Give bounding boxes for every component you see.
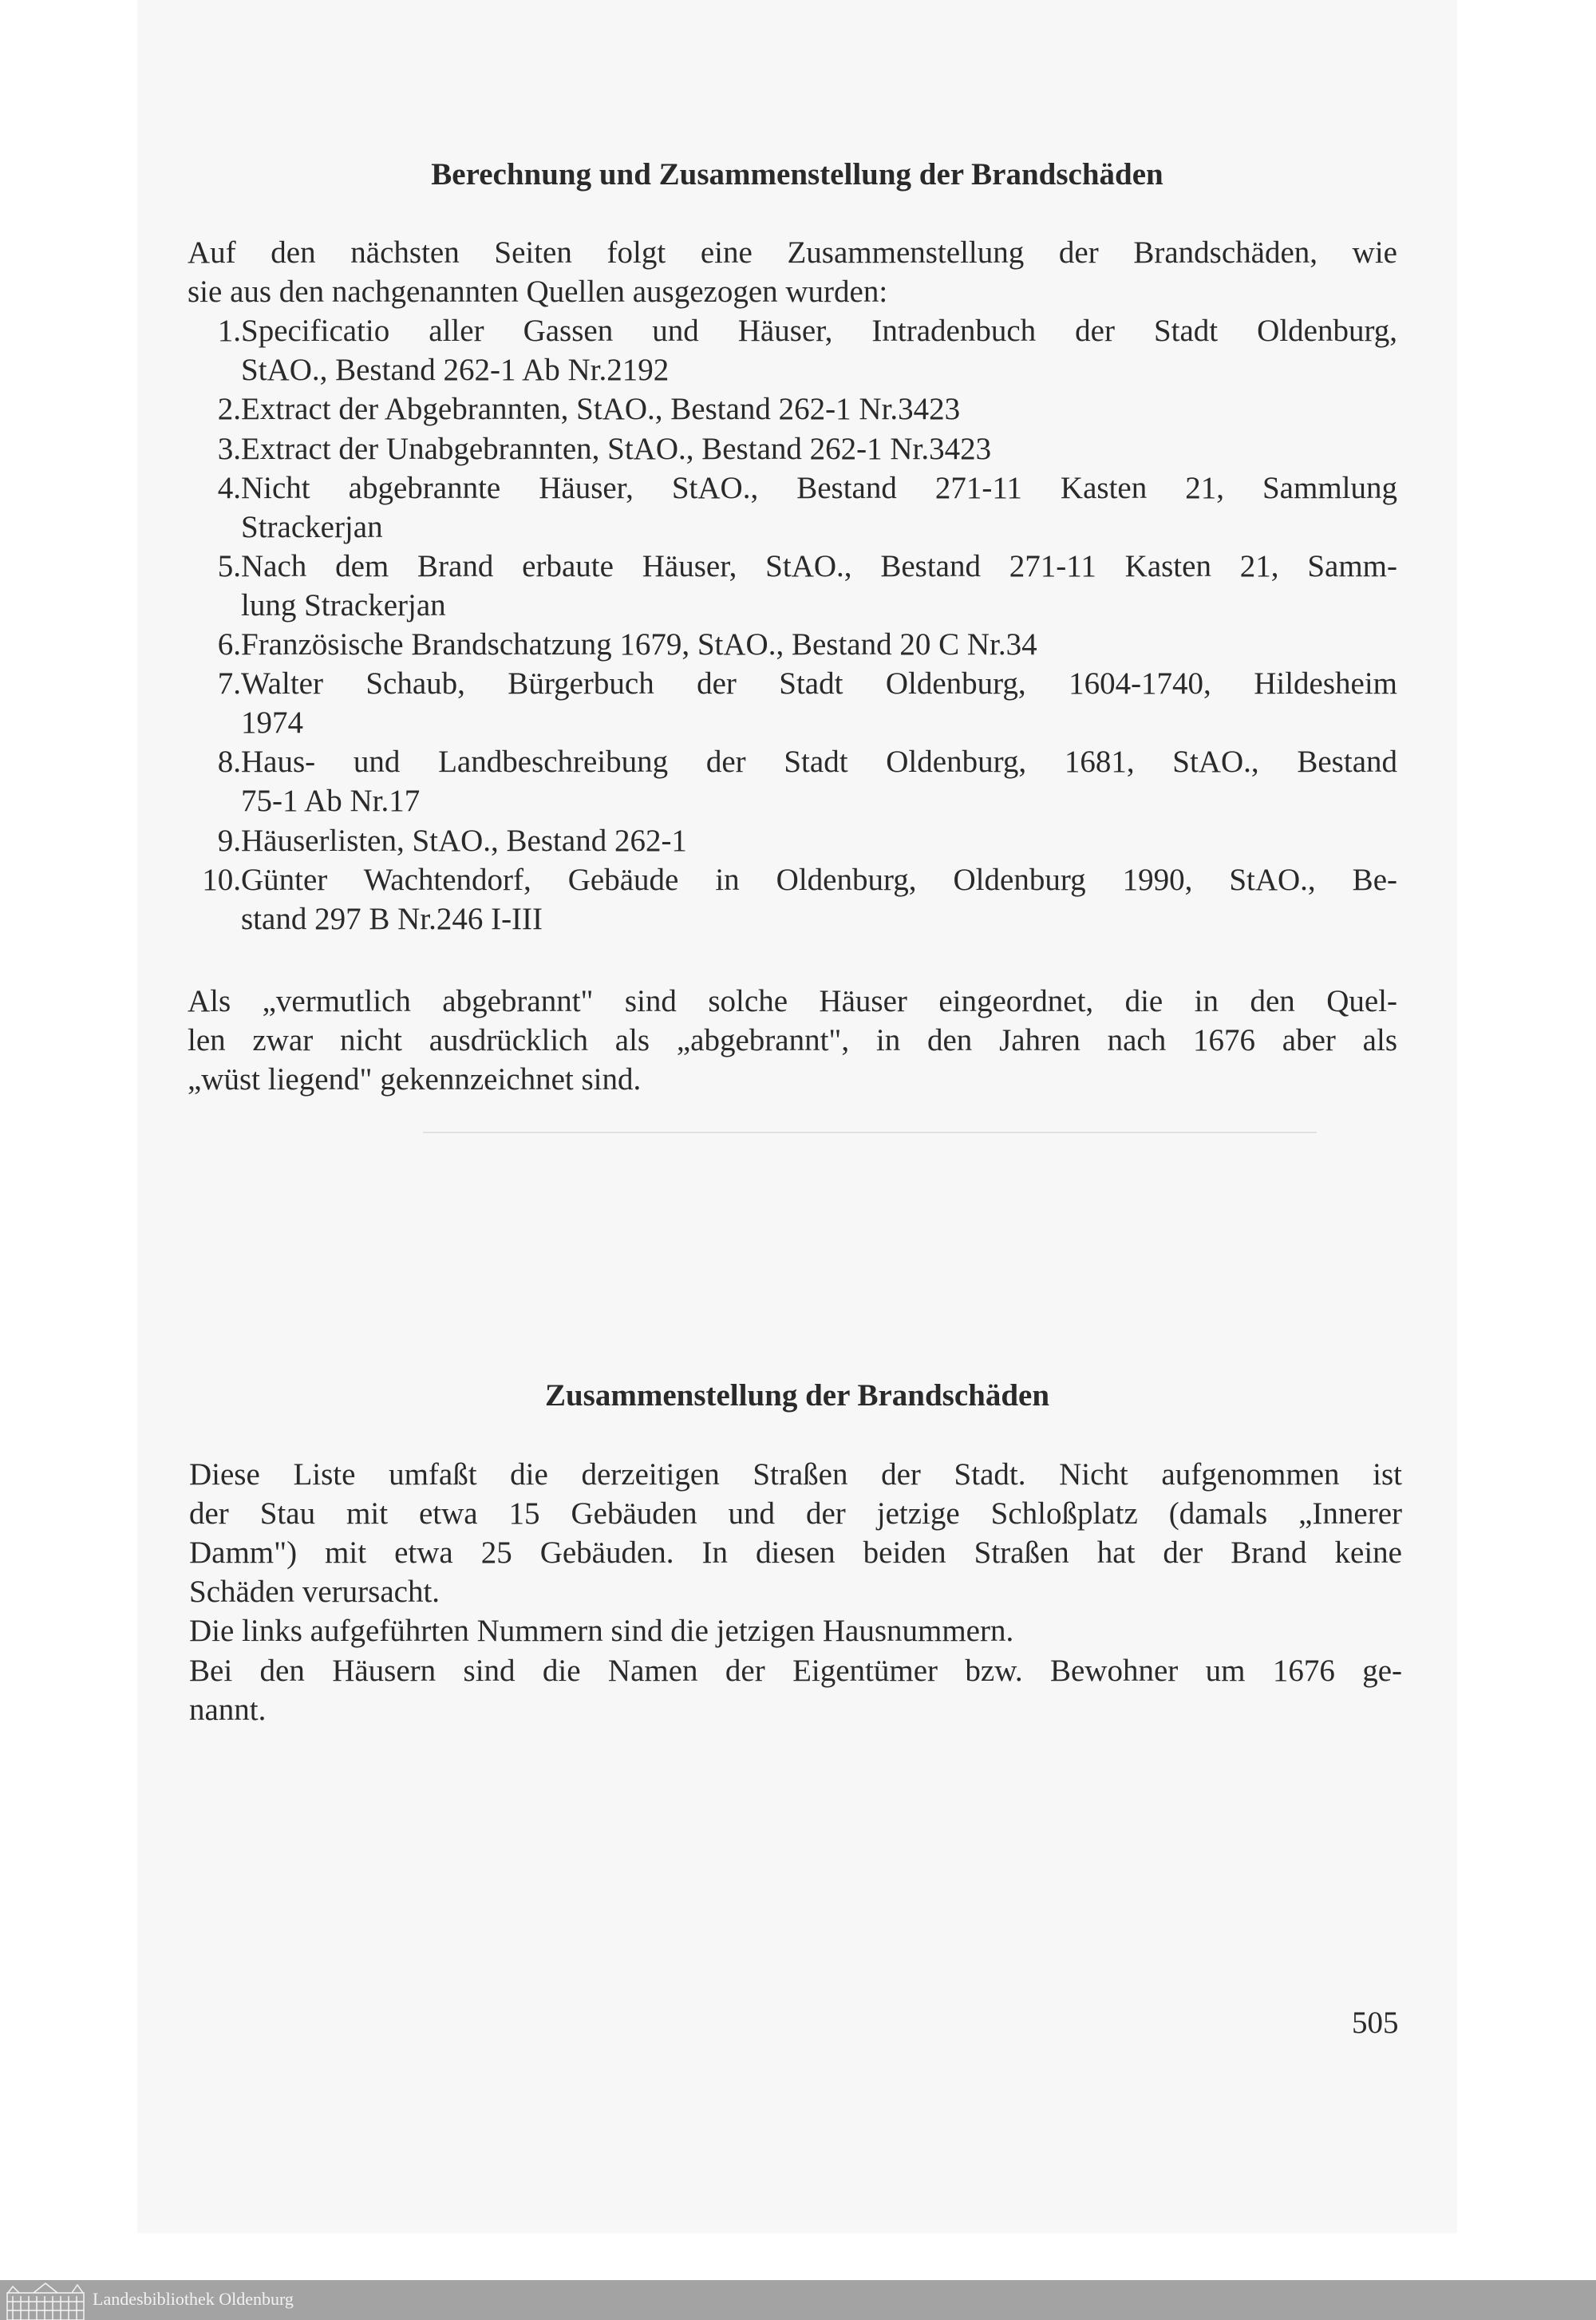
source-item-line: Nicht abgebrannte Häuser, StAO., Bestand 271-11 Kasten 21, Sammlung (241, 470, 1397, 505)
list-description-line: nannt. (189, 1692, 267, 1727)
divider (423, 1132, 1317, 1133)
source-item-line: Strackerjan (241, 509, 383, 544)
library-name: Landesbibliothek Oldenburg (93, 2289, 294, 2309)
source-item-line: Häuserlisten, StAO., Bestand 262-1 (241, 823, 687, 858)
source-number: 4. (217, 470, 241, 505)
list-description-line: Diese Liste umfaßt die derzeitigen Straßen der Stadt. Nicht aufgenommen ist (189, 1457, 1402, 1492)
note-line: Als „vermutlich abgebrannt" sind solche Häuser eingeordnet, die in den Quel- (188, 984, 1397, 1018)
footer-bar (0, 2280, 1596, 2320)
source-item-line: Günter Wachtendorf, Gebäude in Oldenburg, Oldenburg 1990, StAO., Be- (241, 862, 1397, 897)
source-item-line: Walter Schaub, Bürgerbuch der Stadt Oldenburg, 1604-1740, Hildesheim (241, 666, 1397, 702)
source-item-line: StAO., Bestand 262-1 Ab Nr.2192 (241, 353, 670, 388)
source-item-line: lung Strackerjan (241, 587, 446, 622)
source-item-line: Extract der Abgebrannten, StAO., Bestand 262-1 Nr.3423 (241, 392, 961, 427)
source-number: 6. (217, 627, 241, 662)
list-description-line: Bei den Häusern sind die Namen der Eigentümer bzw. Bewohner um 1676 ge- (189, 1653, 1402, 1688)
source-item-line: stand 297 B Nr.246 I-III (241, 901, 543, 936)
source-item-line: 75-1 Ab Nr.17 (241, 784, 421, 819)
section-heading: Berechnung und Zusammenstellung der Brandschäden (431, 157, 1163, 192)
source-number: 3. (217, 431, 241, 466)
source-number: 10. (202, 862, 241, 897)
source-number: 5. (217, 548, 241, 583)
source-item-line: Specificatio aller Gassen und Häuser, Intradenbuch der Stadt Oldenburg, (241, 314, 1397, 349)
list-description-line: der Stau mit etwa 15 Gebäuden und der jetzige Schloßplatz (damals „Innerer (189, 1496, 1402, 1532)
note-line: len zwar nicht ausdrücklich als „abgebrannt", in den Jahren nach 1676 aber als (188, 1023, 1397, 1058)
note-line: „wüst liegend" gekennzeichnet sind. (188, 1062, 642, 1097)
page-number: 505 (1352, 2006, 1399, 2040)
list-description-line: Damm") mit etwa 25 Gebäuden. In diesen beiden Straßen hat der Brand keine (189, 1535, 1402, 1571)
source-item-line: Französische Brandschatzung 1679, StAO., Bestand 20 C Nr.34 (241, 627, 1037, 662)
source-number: 8. (217, 745, 241, 780)
source-item-line: Nach dem Brand erbaute Häuser, StAO., Bestand 271-11 Kasten 21, Samm- (241, 548, 1397, 583)
source-item-line: Extract der Unabgebrannten, StAO., Bestand 262-1 Nr.3423 (241, 431, 992, 466)
intro-line: sie aus den nachgenannten Quellen ausgezogen wurden: (188, 275, 888, 310)
intro-line: Auf den nächsten Seiten folgt eine Zusammenstellung der Brandschäden, wie (188, 235, 1397, 270)
source-number: 9. (217, 823, 241, 858)
list-description-line: Die links aufgeführten Nummern sind die jetzigen Hausnummern. (189, 1614, 1014, 1649)
library-building-icon (5, 2282, 86, 2320)
source-number: 1. (217, 314, 241, 349)
list-description-line: Schäden verursacht. (189, 1575, 440, 1610)
source-number: 7. (217, 666, 241, 702)
source-number: 2. (217, 392, 241, 427)
source-item-line: 1974 (241, 705, 303, 741)
source-item-line: Haus- und Landbeschreibung der Stadt Oldenburg, 1681, StAO., Bestand (241, 745, 1397, 780)
section-heading-2: Zusammenstellung der Brandschäden (544, 1378, 1050, 1413)
